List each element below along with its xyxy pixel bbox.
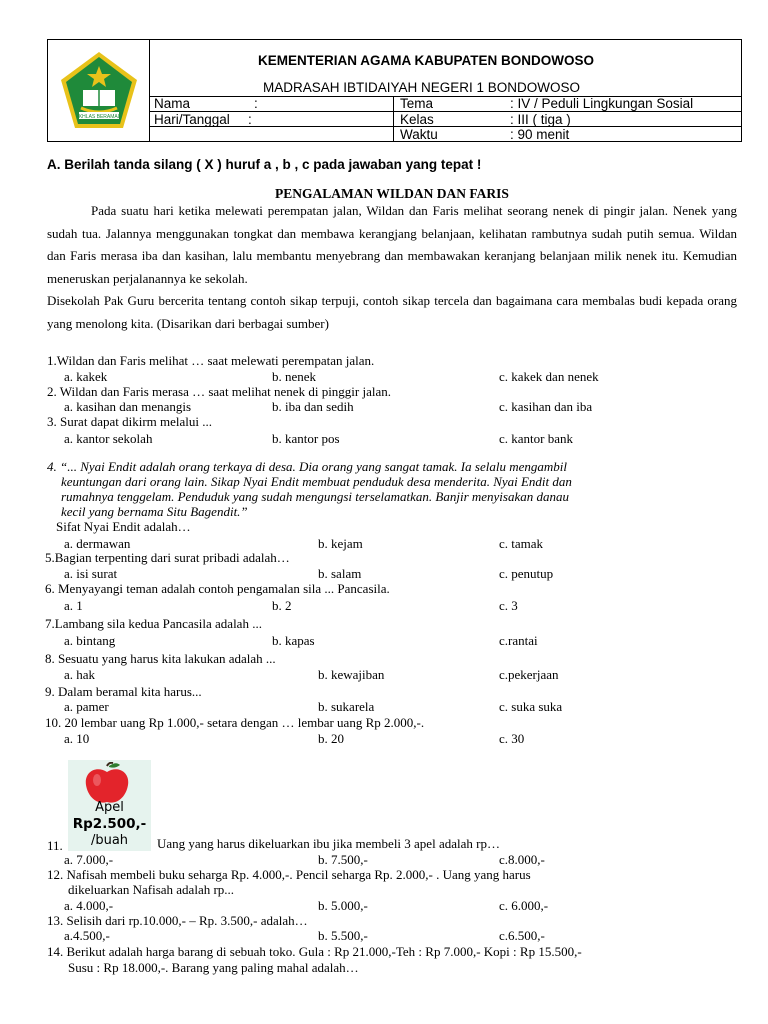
svg-text:IKHLAS BERAMAL: IKHLAS BERAMAL bbox=[77, 114, 121, 120]
q3-option-b[interactable]: b. kantor pos bbox=[272, 431, 340, 446]
question-4-line-2: keuntungan dari orang lain. Sikap Nyai Endit membuat penduduk desa menderita. Nyai Endit dan bbox=[61, 474, 572, 489]
question-5: 5.Bagian terpenting dari surat pribadi adalah… bbox=[45, 550, 290, 565]
q11-option-c[interactable]: c.8.000,- bbox=[499, 852, 545, 867]
q10-option-a[interactable]: a. 10 bbox=[64, 731, 90, 746]
question-9: 9. Dalam beramal kita harus... bbox=[45, 684, 202, 699]
question-4-line-3: rumahnya tenggelam. Penduduk yang sudah mengungsi terselamatkan. Banjir menyisakan danau bbox=[61, 489, 570, 504]
q8-option-b[interactable]: b. kewajiban bbox=[318, 667, 385, 682]
section-a-instruction: A. Berilah tanda silang ( X ) huruf a , b , c pada jawaban yang tepat ! bbox=[47, 157, 482, 172]
q5-option-c[interactable]: c. penutup bbox=[499, 566, 554, 581]
question-8: 8. Sesuatu yang harus kita lakukan adalah ... bbox=[45, 651, 276, 666]
q2-option-a[interactable]: a. kasihan dan menangis bbox=[64, 399, 192, 414]
apple-unit: /buah bbox=[90, 833, 129, 848]
school-title: MADRASAH IBTIDAIYAH NEGERI 1 BONDOWOSO bbox=[263, 80, 581, 95]
tema-label: Tema bbox=[400, 96, 434, 111]
question-4-line-1: 4. “... Nyai Endit adalah orang terkaya di desa. Dia orang yang sangat tamak. Ia selalu mengambil bbox=[47, 459, 567, 474]
q10-option-b[interactable]: b. 20 bbox=[318, 731, 344, 746]
question-13: 13. Selisih dari rp.10.000,- – Rp. 3.500,- adalah… bbox=[47, 913, 308, 928]
q7-option-c[interactable]: c.rantai bbox=[499, 633, 538, 648]
question-6: 6. Menyayangi teman adalah contoh pengamalan sila ... Pancasila. bbox=[45, 581, 390, 596]
q13-option-c[interactable]: c.6.500,- bbox=[499, 928, 545, 943]
tema-value: : IV / Peduli Lingkungan Sosial bbox=[510, 96, 694, 111]
q13-option-b[interactable]: b. 5.500,- bbox=[318, 928, 368, 943]
q3-option-a[interactable]: a. kantor sekolah bbox=[64, 431, 153, 446]
q8-option-a[interactable]: a. hak bbox=[64, 667, 96, 682]
q1-option-a[interactable]: a. kakek bbox=[64, 369, 108, 384]
q6-option-a[interactable]: a. 1 bbox=[64, 598, 83, 613]
story-paragraph-2: Disekolah Pak Guru bercerita tentang contoh sikap terpuji, contoh sikap tercela dan bagaimana cara membalas budi kepada orang yang menolong kita. (Disarikan dari berbagai sumber) bbox=[47, 293, 737, 331]
q4-option-c[interactable]: c. tamak bbox=[499, 536, 544, 551]
q11-option-b[interactable]: b. 7.500,- bbox=[318, 852, 368, 867]
question-10: 10. 20 lembar uang Rp 1.000,- setara dengan … lembar uang Rp 2.000,-. bbox=[45, 715, 425, 730]
question-11: Uang yang harus dikeluarkan ibu jika membeli 3 apel adalah rp… bbox=[157, 836, 500, 851]
q6-option-c[interactable]: c. 3 bbox=[499, 598, 518, 613]
q12-option-b[interactable]: b. 5.000,- bbox=[318, 898, 368, 913]
kelas-value: : III ( tiga ) bbox=[510, 112, 571, 127]
question-2: 2. Wildan dan Faris merasa … saat melihat nenek di pinggir jalan. bbox=[47, 384, 392, 399]
q9-option-a[interactable]: a. pamer bbox=[64, 699, 109, 714]
q2-option-b[interactable]: b. iba dan sedih bbox=[272, 399, 354, 414]
apple-price: Rp2.500,- bbox=[72, 816, 147, 832]
waktu-label: Waktu bbox=[400, 127, 438, 142]
question-14-line-1: 14. Berikut adalah harga barang di sebuah toko. Gula : Rp 21.000,-Teh : Rp 7.000,- Kopi : Rp 15.500,- bbox=[47, 944, 582, 959]
q11-option-a[interactable]: a. 7.000,- bbox=[64, 852, 114, 867]
q7-option-b[interactable]: b. kapas bbox=[272, 633, 315, 648]
nama-label: Nama bbox=[154, 96, 191, 111]
kemenag-logo bbox=[51, 44, 147, 140]
q4-option-a[interactable]: a. dermawan bbox=[64, 536, 131, 551]
story-title: PENGALAMAN WILDAN DAN FARIS bbox=[275, 186, 509, 201]
question-7: 7.Lambang sila kedua Pancasila adalah ... bbox=[45, 616, 262, 631]
apple-label: Apel bbox=[95, 800, 124, 815]
question-12-line-2: dikeluarkan Nafisah adalah rp... bbox=[68, 882, 235, 897]
q4-option-b[interactable]: b. kejam bbox=[318, 536, 363, 551]
q10-option-c[interactable]: c. 30 bbox=[499, 731, 525, 746]
q1-option-b[interactable]: b. nenek bbox=[272, 369, 317, 384]
question-14-line-2: Susu : Rp 18.000,-. Barang yang paling mahal adalah… bbox=[68, 960, 359, 975]
q12-option-a[interactable]: a. 4.000,- bbox=[64, 898, 114, 913]
q5-option-a[interactable]: a. isi surat bbox=[64, 566, 118, 581]
q2-option-c[interactable]: c. kasihan dan iba bbox=[499, 399, 593, 414]
q8-option-c[interactable]: c.pekerjaan bbox=[499, 667, 559, 682]
nama-sep: : bbox=[254, 96, 258, 111]
header-box bbox=[47, 39, 742, 142]
question-4-prompt: Sifat Nyai Endit adalah… bbox=[56, 519, 191, 534]
q9-option-c[interactable]: c. suka suka bbox=[499, 699, 563, 714]
waktu-value: : 90 menit bbox=[510, 127, 570, 142]
hari-sep: : bbox=[248, 112, 252, 127]
kelas-label: Kelas bbox=[400, 112, 434, 127]
q7-option-a[interactable]: a. bintang bbox=[64, 633, 116, 648]
question-3: 3. Surat dapat dikirm melalui ... bbox=[47, 414, 212, 429]
logo-cell bbox=[48, 40, 150, 141]
q5-option-b[interactable]: b. salam bbox=[318, 566, 362, 581]
q6-option-b[interactable]: b. 2 bbox=[272, 598, 292, 613]
q9-option-b[interactable]: b. sukarela bbox=[318, 699, 375, 714]
story-paragraph-1: Pada suatu hari ketika melewati perempatan jalan, Wildan dan Faris melihat seorang nenek di pingir jalan. Nenek yang sudah tua. Jalannya menggunakan tongkat dan membawa kerangjang belanjaan, kelihatan rambutnya sudah putih semua. Wildan dan Faris merasa iba dan kasihan, lalu membantu menyebrang dan membawakan keranjang belanjaan milik nenek itu. Kemudian meneruskan perjalanannya ke sekolah. bbox=[47, 203, 737, 286]
q12-option-c[interactable]: c. 6.000,- bbox=[499, 898, 549, 913]
ministry-title: KEMENTERIAN AGAMA KABUPATEN BONDOWOSO bbox=[258, 53, 594, 68]
question-11-number: 11. bbox=[47, 838, 63, 853]
apple-price-card bbox=[68, 760, 151, 851]
q1-option-c[interactable]: c. kakek dan nenek bbox=[499, 369, 599, 384]
question-4-line-4: kecil yang bernama Situ Bagendit.” bbox=[61, 504, 248, 519]
q3-option-c[interactable]: c. kantor bank bbox=[499, 431, 574, 446]
hari-label: Hari/Tanggal bbox=[154, 112, 230, 127]
question-1: 1.Wildan dan Faris melihat … saat melewati perempatan jalan. bbox=[47, 353, 375, 368]
question-12-line-1: 12. Nafisah membeli buku seharga Rp. 4.000,-. Pencil seharga Rp. 2.000,- . Uang yang harus bbox=[47, 867, 531, 882]
q13-option-a[interactable]: a.4.500,- bbox=[64, 928, 110, 943]
